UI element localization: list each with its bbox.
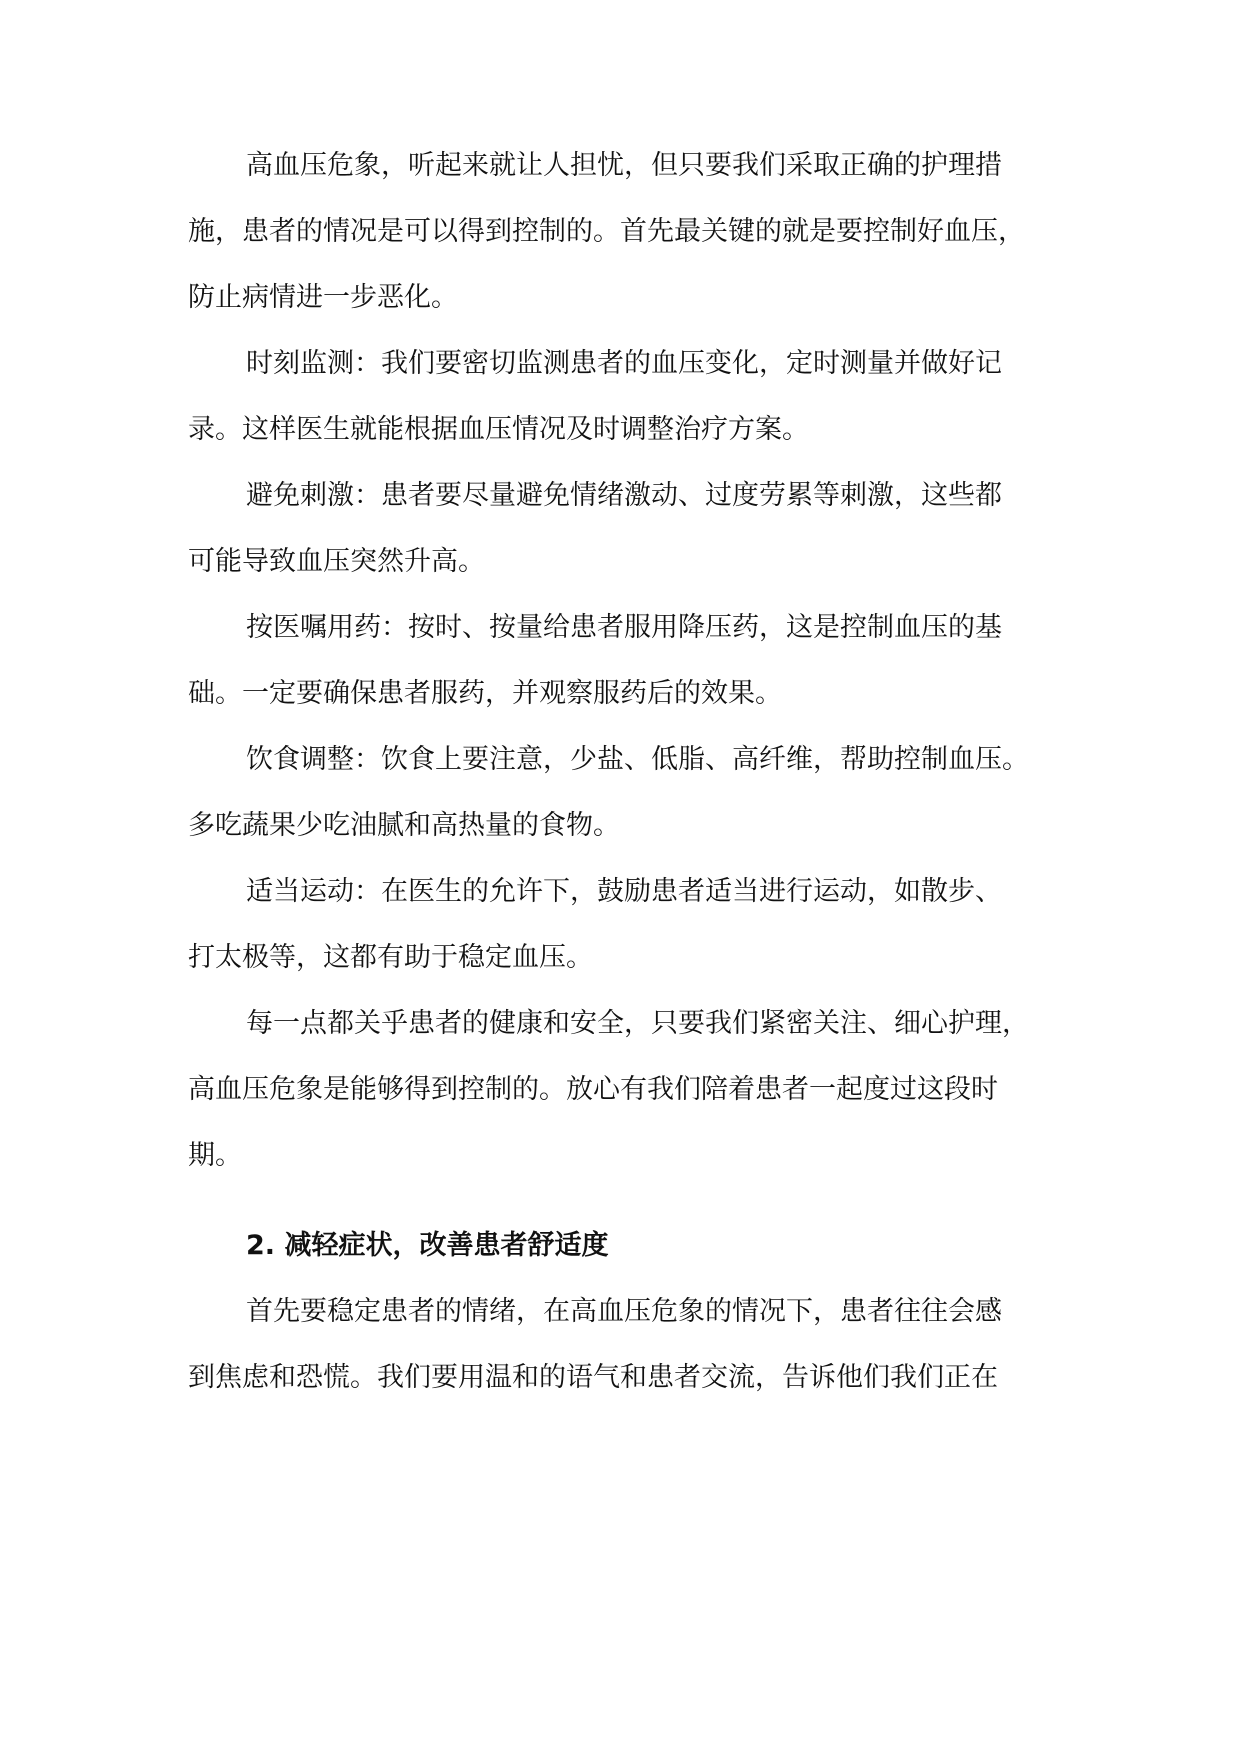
paragraph-line: 适当运动：在医生的允许下，鼓励患者适当进行运动，如散步、 [246, 876, 1002, 907]
paragraph-line: 录。这样医生就能根据血压情况及时调整治疗方案。 [188, 414, 809, 445]
paragraph-line: 期。 [188, 1140, 242, 1171]
paragraph-line: 按医嘱用药：按时、按量给患者服用降压药，这是控制血压的基 [246, 612, 1002, 643]
paragraph-line: 避免刺激：患者要尽量避免情绪激动、过度劳累等刺激，这些都 [246, 480, 1002, 511]
paragraph-line: 高血压危象是能够得到控制的。放心有我们陪着患者一起度过这段时 [188, 1074, 998, 1105]
paragraph-line: 多吃蔬果少吃油腻和高热量的食物。 [188, 810, 620, 841]
paragraph-line: 可能导致血压突然升高。 [188, 546, 485, 577]
paragraph-line: 到焦虑和恐慌。我们要用温和的语气和患者交流，告诉他们我们正在 [188, 1362, 998, 1393]
paragraph-line: 础。一定要确保患者服药，并观察服药后的效果。 [188, 678, 782, 709]
paragraph-line: 施，患者的情况是可以得到控制的。首先最关键的就是要控制好血压， [188, 216, 1025, 247]
paragraph-line: 时刻监测：我们要密切监测患者的血压变化，定时测量并做好记 [246, 348, 1002, 379]
paragraph-line: 打太极等，这都有助于稳定血压。 [188, 942, 593, 973]
paragraph-line: 每一点都关乎患者的健康和安全，只要我们紧密关注、细心护理， [246, 1008, 1029, 1039]
paragraph-line: 饮食调整：饮食上要注意，少盐、低脂、高纤维，帮助控制血压。 [246, 744, 1029, 775]
paragraph-line: 首先要稳定患者的情绪，在高血压危象的情况下，患者往往会感 [246, 1296, 1002, 1327]
paragraph-line: 高血压危象，听起来就让人担忧，但只要我们采取正确的护理措 [246, 150, 1002, 181]
section-heading: 2. 减轻症状，改善患者舒适度 [246, 1230, 609, 1261]
paragraph-line: 防止病情进一步恶化。 [188, 282, 458, 313]
